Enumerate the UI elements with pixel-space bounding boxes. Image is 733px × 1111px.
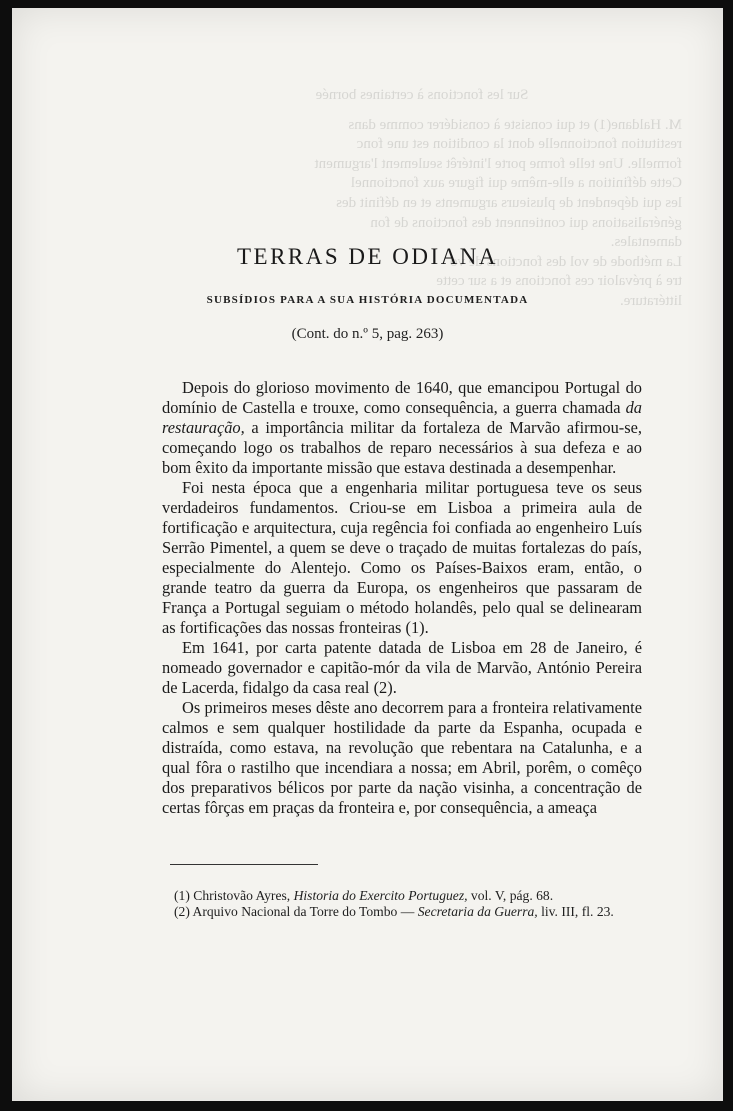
bleed-line: les qui dépendent de plusieurs arguments et en définit des [336, 194, 682, 211]
footnote-rule [170, 864, 318, 865]
bleed-line: La méthode de vol des fonctions de vo [449, 253, 682, 270]
paragraph-text: Foi nesta época que a engenharia militar portuguesa teve os seus verdadeiros fundamentos. Criou-se em Lisboa a primeira aula de fortificação e arquitectura, cuja regência foi confiada ao engenheiro Luís Serrão Pimentel, a quem se deve o traçado de muitas fortalezas do país, especialmente do Alentejo. Como os Países-Baixos eram, então, o grande teatro da guerra da Europa, os engenheiros que passaram de França a Portugal seguiam o método holandês, pelo qual se delinearam as fortificações das nossas fronteiras (1). [162, 478, 642, 637]
bleed-line: restitution fonctionnelle dont la condition est une fonc [356, 136, 682, 153]
footnote-text: vol. V, pág. 68. [467, 888, 554, 903]
footnote-text: liv. III, fl. 23. [537, 904, 614, 919]
bleed-line: formelle. Une telle forme porte l'intérêt seulement l'argument [314, 155, 682, 172]
article-body [162, 378, 642, 818]
paragraph-text: a importância militar da fortaleza de Marvão afirmou-se, começando logo os trabalhos de reparo necessários à sua defeza e ao bom êxito da importante missão que estava destinada a desempenhar. [162, 418, 642, 477]
bleed-through-text [162, 86, 682, 312]
bleed-line: damentales. [610, 234, 682, 251]
article-title: TERRAS DE ODIANA [236, 244, 499, 269]
continuation-note: (Cont. do n.º 5, pag. 263) [291, 326, 444, 342]
paragraph-text: Em 1641, por carta patente datada de Lisboa em 28 de Janeiro, é nomeado governador e capitão-mór da vila de Marvão, António Pereira de Lacerda, fidalgo da casa real (2). [162, 638, 642, 697]
footnote-italic: Secretaria da Guerra, [417, 904, 538, 919]
footnote [162, 904, 642, 920]
paragraph-italic: da restauração, [162, 398, 642, 437]
bleed-line: Cette définition a elle-même qui figure aux fonctionnel [350, 175, 682, 192]
footnote-text: (1) Christovão Ayres, [174, 888, 294, 903]
bleed-line: tre à prévaloir ces fonctions et a sur cette [436, 273, 682, 290]
footnote [162, 888, 642, 904]
article-subtitle: SUBSÍDIOS PARA A SUA HISTÓRIA DOCUMENTADA [206, 294, 529, 306]
paragraph [162, 698, 642, 818]
page [12, 8, 723, 1101]
bleed-line: Sur les fonctions à certaines bornée [315, 87, 529, 103]
paragraph-text: Depois do glorioso movimento de 1640, que emancipou Portugal do domínio de Castella e trouxe, como consequência, a guerra chamada [162, 378, 642, 417]
footnote-text: (2) Arquivo Nacional da Torre do Tombo — [174, 904, 418, 919]
paragraph-text: Os primeiros meses dêste ano decorrem para a fronteira relativamente calmos e sem qualquer hostilidade da parte da Espanha, ocupada e distraída, como estava, na revolução que rebentara na Catalunha, e a qual fôra o rastilho que incendiara a nossa; em Abril, porêm, o comêço dos preparativos bélicos por parte da nação visinha, a concentração de certas fôrças em praças da fronteira e, por consequência, a ameaça [162, 698, 642, 817]
paragraph [162, 378, 642, 478]
paragraph [162, 478, 642, 638]
bleed-line: littérature. [619, 292, 682, 309]
footnote-italic: Historia do Exercito Portuguez, [293, 888, 468, 903]
bleed-line: généralisations qui contiennent des fonctions de fon [370, 214, 682, 231]
footnotes [162, 888, 642, 920]
bleed-line: M. Haldane(1) et qui consiste à considérer comme dans [348, 116, 682, 133]
paragraph [162, 638, 642, 698]
